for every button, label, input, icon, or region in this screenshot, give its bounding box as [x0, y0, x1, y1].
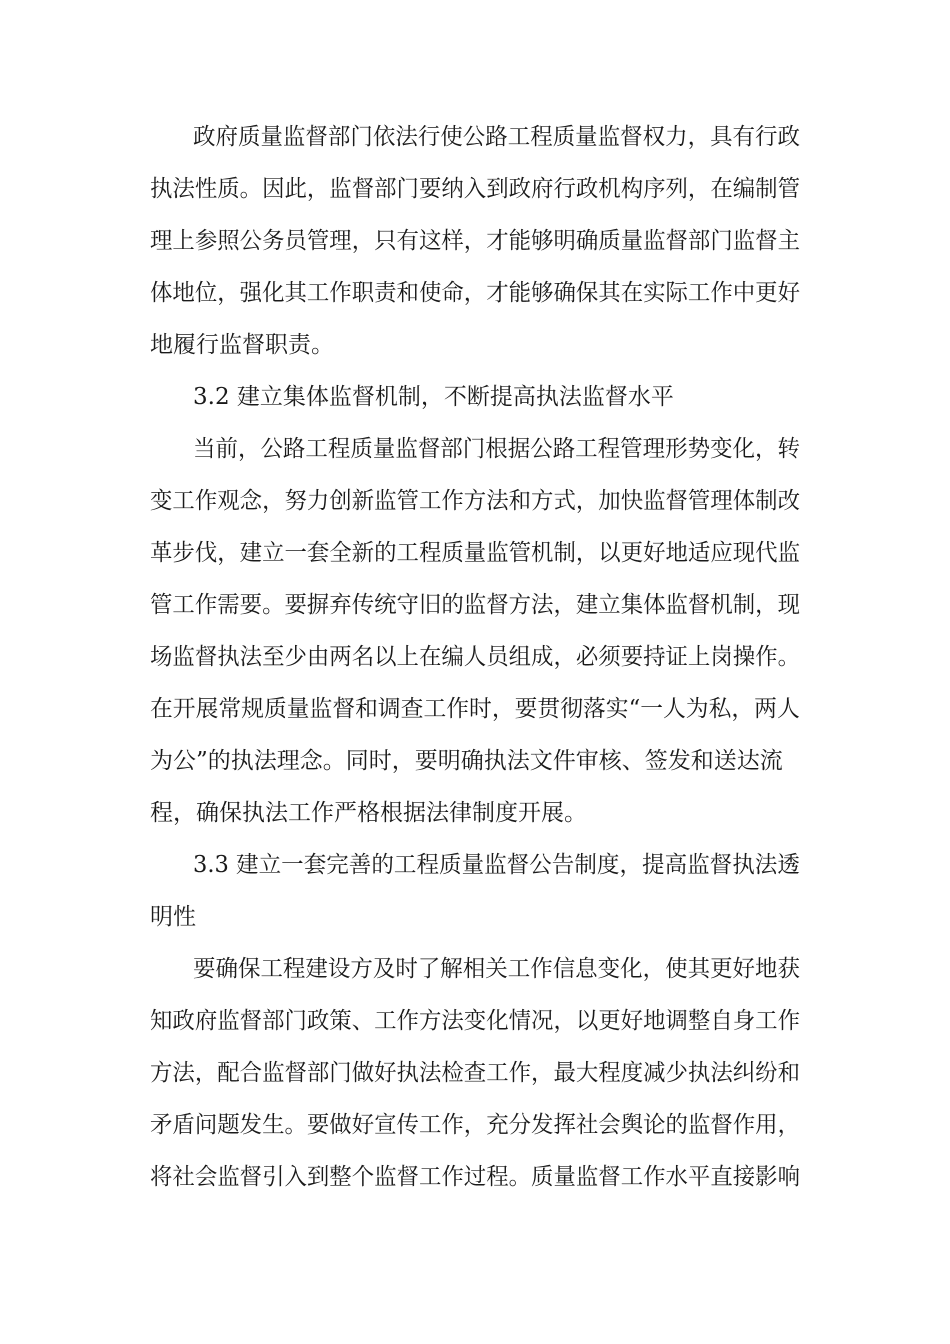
paragraph-2-line-7: 为公”的执法理念。同时，要明确执法文件审核、签发和送达流: [150, 748, 783, 774]
section-heading-3-3-line-1: 3.3 建立一套完善的工程质量监督公告制度，提高监督执法透: [193, 852, 800, 878]
paragraph-2-line-4: 管工作需要。要摒弃传统守旧的监督方法，建立集体监督机制，现: [150, 592, 800, 618]
paragraph-2-line-6: 在开展常规质量监督和调查工作时，要贯彻落实“一人为私，两人: [150, 696, 800, 722]
paragraph-1-line-2: 执法性质。因此，监督部门要纳入到政府行政机构序列，在编制管: [150, 176, 800, 202]
paragraph-2-line-8: 程，确保执法工作严格根据法律制度开展。: [150, 800, 587, 826]
paragraph-2-line-1: 当前，公路工程质量监督部门根据公路工程管理形势变化，转: [193, 436, 800, 462]
paragraph-2-line-5: 场监督执法至少由两名以上在编人员组成，必须要持证上岗操作。: [150, 644, 800, 670]
paragraph-3-line-2: 知政府监督部门政策、工作方法变化情况，以更好地调整自身工作: [150, 1008, 800, 1034]
paragraph-2-line-2: 变工作观念，努力创新监管工作方法和方式，加快监督管理体制改: [150, 488, 800, 514]
paragraph-1-line-5: 地履行监督职责。: [150, 332, 334, 358]
paragraph-2-line-3: 革步伐，建立一套全新的工程质量监管机制，以更好地适应现代监: [150, 540, 800, 566]
section-heading-3-2: 3.2 建立集体监督机制，不断提高执法监督水平: [193, 384, 674, 410]
paragraph-3-line-1: 要确保工程建设方及时了解相关工作信息变化，使其更好地获: [193, 956, 800, 982]
paragraph-1-line-3: 理上参照公务员管理，只有这样，才能够明确质量监督部门监督主: [150, 228, 800, 254]
section-heading-3-3-line-2: 明性: [150, 904, 196, 930]
paragraph-3-line-5: 将社会监督引入到整个监督工作过程。质量监督工作水平直接影响: [150, 1164, 800, 1190]
paragraph-1-line-1: 政府质量监督部门依法行使公路工程质量监督权力，具有行政: [193, 124, 800, 150]
paragraph-3-line-4: 矛盾问题发生。要做好宣传工作，充分发挥社会舆论的监督作用，: [150, 1112, 800, 1138]
paragraph-3-line-3: 方法，配合监督部门做好执法检查工作，最大程度减少执法纠纷和: [150, 1060, 800, 1086]
paragraph-1-line-4: 体地位，强化其工作职责和使命，才能够确保其在实际工作中更好: [150, 280, 800, 306]
